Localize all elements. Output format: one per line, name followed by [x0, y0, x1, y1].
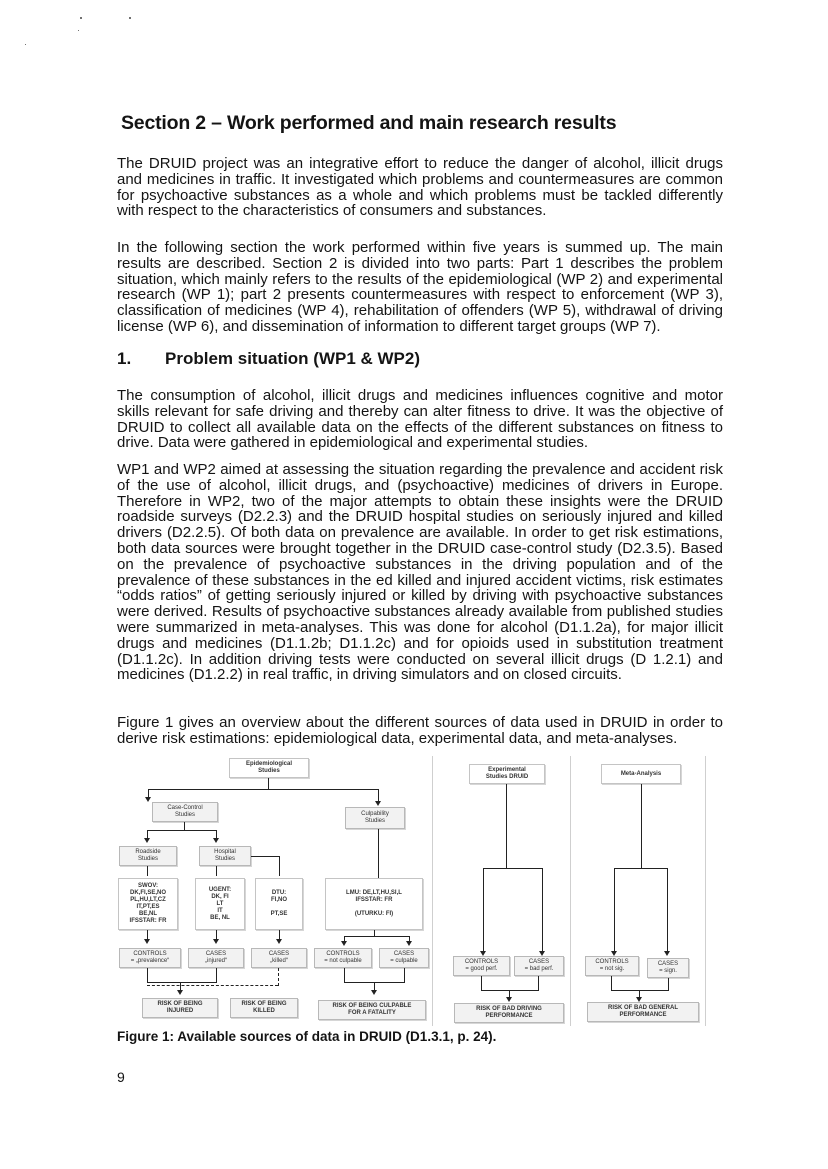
meta-analysis-box: Meta-Analysis [601, 764, 681, 784]
roadside-countries-box: SWOV: DK,FI,SE,NO PL,HU,LT,CZ IT,PT,ES BE,NL IFSSTAR: FR [118, 878, 178, 930]
cases-significant-box: CASES = sign. [647, 958, 689, 978]
controls-not-significant-box: CONTROLS = not sig. [585, 956, 639, 976]
controls-good-performance-box: CONTROLS = good perf. [453, 956, 510, 976]
data-sources-diagram [117, 756, 707, 1026]
experimental-panel [432, 756, 571, 1026]
consumption-paragraph: The consumption of alcohol, illicit drugs and medicines influences cognitive and motor skills relevant for safe driving and thereby can alter fitness to drive. It was the objective of DRUID to collect all available data on the effects of the different substances on fitness to drive. Data were gathered in epidemiological and experimental studies. [117, 387, 723, 452]
figure-intro-paragraph: Figure 1 gives an overview about the different sources of data used in DRUID in order to derive risk estimations: epidemiological data, experimental data, and meta-analyses. [117, 714, 723, 747]
risk-bad-driving-box: RISK OF BAD DRIVING PERFORMANCE [454, 1003, 564, 1023]
meta-analysis-panel [569, 756, 706, 1026]
figure-caption: Figure 1: Available sources of data in DRUID (D1.3.1, p. 24). [117, 1029, 497, 1044]
controls-prevalence-box: CONTROLS = „prevalence“ [119, 948, 181, 968]
page-number: 9 [117, 1069, 125, 1085]
heading-title: Problem situation (WP1 & WP2) [165, 349, 421, 368]
culpability-studies-box: Culpability Studies [345, 807, 405, 829]
experimental-studies-box: Experimental Studies DRUID [469, 764, 545, 784]
dtu-countries-box: DTU: FI,NO PT,SE [255, 878, 303, 930]
section-overview-paragraph: In the following section the work performed within five years is summed up. The main results are described. Section 2 is divided into two parts: Part 1 describes the problem situation, which mainly refers to the results of the epidemiological (WP 2) and experimental research (WP 1); part 2 presents countermeasures with respect to enforcement (WP 3), classification of medicines (WP 4), rehabilitation of offenders (WP 5), withdrawal of driving license (WP 6), and dissemination of information to different target groups (WP 7). [117, 239, 723, 335]
cases-killed-box: CASES „killed“ [251, 948, 307, 968]
risk-culpable-box: RISK OF BEING CULPABLE FOR A FATALITY [318, 1000, 426, 1020]
heading-number: 1. [117, 349, 132, 368]
risk-injured-box: RISK OF BEING INJURED [142, 998, 218, 1018]
section-title: Section 2 – Work performed and main research results [121, 112, 617, 134]
wp-paragraph: WP1 and WP2 aimed at assessing the situation regarding the prevalence and accident risk of the use of alcohol, illicit drugs, and (psychoactive) medicines of drivers in Europe. Therefore in WP2, two of the major attempts to obtain these insights were the DRUID roadside surveys (D2.2.3) and the DRUID hospital studies on seriously injured and killed drivers (D2.2.5). Of both data on prevalence are available. In order to get risk estimations, both data sources were brought together in the DRUID case-control study (D2.3.5). Based on the prevalence of psychoactive substances in the driving population and of the prevalence of these substances in the ed killed and injured accident victims, risk estimates “odds ratios” of getting seriously injured or killed by driving with psychoactive substances were derived. Results of psychoactive substances already available from published studies were summarized in meta-analyses. This was done for alcohol (D1.1.2a), for major illicit drugs and medicines (D1.1.2b; D1.1.2c) and for opioids used in substitution treatment (D1.1.2c). In addition driving tests were conducted on several illicit drugs (D 1.2.1) and medicines (D1.2.2) in real traffic, in driving simulators and on closed circuits. [117, 461, 723, 684]
cases-bad-performance-box: CASES = bad perf. [514, 956, 564, 976]
hospital-studies-box: Hospital Studies [199, 846, 251, 866]
risk-bad-general-box: RISK OF BAD GENERAL PERFORMANCE [587, 1002, 699, 1022]
culpability-countries-box: LMU: DE,LT,HU,SI,L IFSSTAR: FR (UTURKU: FI) [325, 878, 423, 930]
controls-not-culpable-box: CONTROLS = not culpable [314, 948, 372, 968]
problem-heading [117, 349, 420, 369]
epidemiological-studies-box: Epidemiological Studies [229, 758, 309, 778]
cases-culpable-box: CASES = culpable [379, 948, 429, 968]
case-control-studies-box: Case-Control Studies [152, 802, 218, 822]
intro-paragraph: The DRUID project was an integrative effort to reduce the danger of alcohol, illicit drugs and medicines in traffic. It investigated which problems and countermeasures are common for psychoactive substances as a whole and which problems must be tackled differently with respect to the characteristics of consumers and substances. [117, 155, 723, 220]
risk-killed-box: RISK OF BEING KILLED [230, 998, 298, 1018]
cases-injured-box: CASES „injured“ [188, 948, 244, 968]
roadside-studies-box: Roadside Studies [119, 846, 177, 866]
hospital-countries-box: UGENT: DK, FI LT IT BE, NL [195, 878, 245, 930]
